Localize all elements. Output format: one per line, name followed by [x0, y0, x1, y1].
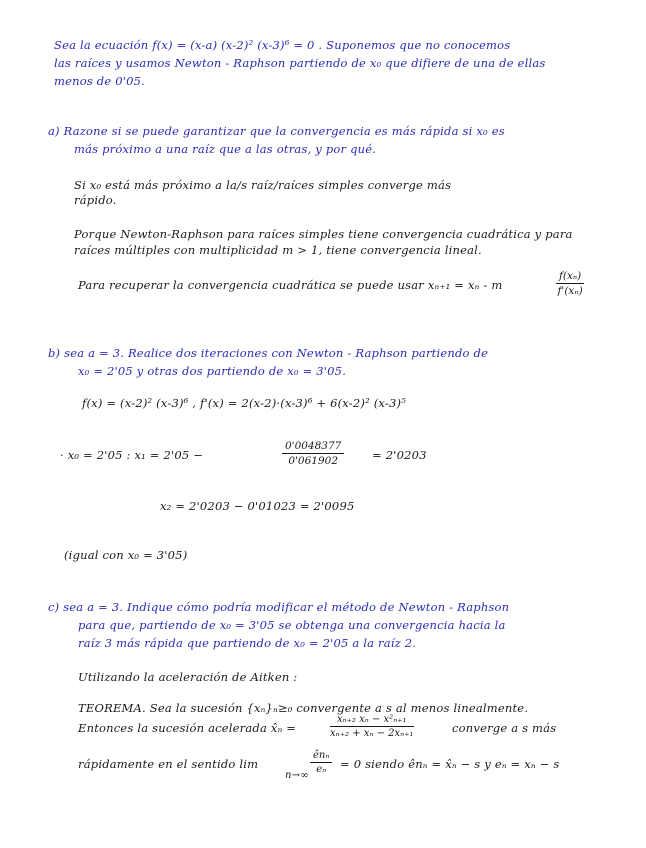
part-b-iteration-1-numerator: 0'0048377 — [282, 440, 344, 454]
part-b-iteration-1-result: = 2'0203 — [372, 448, 427, 462]
part-c-aitken: Utilizando la aceleración de Aitken : — [78, 670, 298, 684]
part-a-answer-2-line-1: Porque Newton-Raphson para raíces simples tiene convergencia cuadrática y para — [74, 227, 573, 241]
part-b-note: (igual con x₀ = 3'05) — [64, 548, 188, 562]
part-c-theorem-line-1: TEOREMA. Sea la sucesión {xₙ}ₙ≥₀ convergente a s al menos linealmente. — [78, 701, 529, 715]
intro-line-2: las raíces y usamos Newton - Raphson partiendo de x₀ que difiere de una de ellas — [54, 56, 546, 70]
intro-line-1: Sea la ecuación f(x) = (x-a) (x-2)² (x-3)⁶ = 0 . Suponemos que no conocemos — [54, 38, 511, 52]
part-c-question-3: raíz 3 más rápida que partiendo de x₀ = 2'05 a la raíz 2. — [78, 636, 417, 650]
part-a-fraction-numerator: f(xₙ) — [556, 270, 584, 284]
part-a-answer-1-line-1: Si x₀ está más próximo a la/s raíz/raíces simples converge más — [74, 178, 452, 192]
part-c-theorem-line-3-right: = 0 siendo ênₙ = x̂ₙ − s y eₙ = xₙ − s — [340, 757, 560, 771]
part-c-aitken-denominator: xₙ₊₂ + xₙ − 2xₙ₊₁ — [330, 728, 414, 739]
part-c-limit-numerator: ênₙ — [310, 750, 332, 763]
part-c-limit-denominator: eₙ — [316, 764, 327, 775]
part-a-question-1: a) Razone si se puede garantizar que la convergencia es más rápida si x₀ es — [48, 124, 505, 138]
part-b-iteration-2: x₂ = 2'0203 − 0'01023 = 2'0095 — [160, 499, 355, 513]
part-c-question-1: c) sea a = 3. Indique cómo podría modificar el método de Newton - Raphson — [48, 600, 510, 614]
part-b-question-2: x₀ = 2'05 y otras dos partiendo de x₀ = 3'05. — [78, 364, 347, 378]
part-b-formula: f(x) = (x-2)² (x-3)⁶ , f'(x) = 2(x-2)·(x-3)⁶ + 6(x-2)² (x-3)⁵ — [82, 396, 407, 410]
part-c-aitken-numerator: xₙ₊₂ xₙ − x²ₙ₊₁ — [330, 714, 414, 727]
part-c-theorem-line-2-right: converge a s más — [452, 721, 557, 735]
part-c-theorem-line-2-left: Entonces la sucesión acelerada x̂ₙ = — [78, 721, 297, 735]
part-c-theorem-line-3-left: rápidamente en el sentido lim — [78, 757, 259, 771]
part-c-question-2: para que, partiendo de x₀ = 3'05 se obtenga una convergencia hacia la — [78, 618, 506, 632]
part-b-iteration-1-left: · x₀ = 2'05 : x₁ = 2'05 − — [60, 448, 204, 462]
part-a-answer-2-line-2: raíces múltiples con multiplicidad m > 1, tiene convergencia lineal. — [74, 243, 482, 257]
part-b-iteration-1-denominator: 0'061902 — [288, 455, 338, 467]
part-b-iteration-1-fraction — [282, 440, 344, 467]
part-c-limit-subscript: n→∞ — [285, 770, 309, 781]
part-c-limit-fraction — [310, 750, 332, 775]
part-a-newton-fraction — [556, 270, 584, 297]
part-a-answer-1-line-2: rápido. — [74, 193, 117, 207]
part-a-fraction-denominator: f'(xₙ) — [557, 285, 583, 297]
part-b-question-1: b) sea a = 3. Realice dos iteraciones con Newton - Raphson partiendo de — [48, 346, 489, 360]
part-c-aitken-fraction — [330, 714, 414, 739]
intro-line-3: menos de 0'05. — [54, 74, 145, 88]
part-a-answer-3: Para recuperar la convergencia cuadrática se puede usar xₙ₊₁ = xₙ - m — [78, 278, 503, 292]
part-a-question-2: más próximo a una raíz que a las otras, y por qué. — [74, 142, 377, 156]
